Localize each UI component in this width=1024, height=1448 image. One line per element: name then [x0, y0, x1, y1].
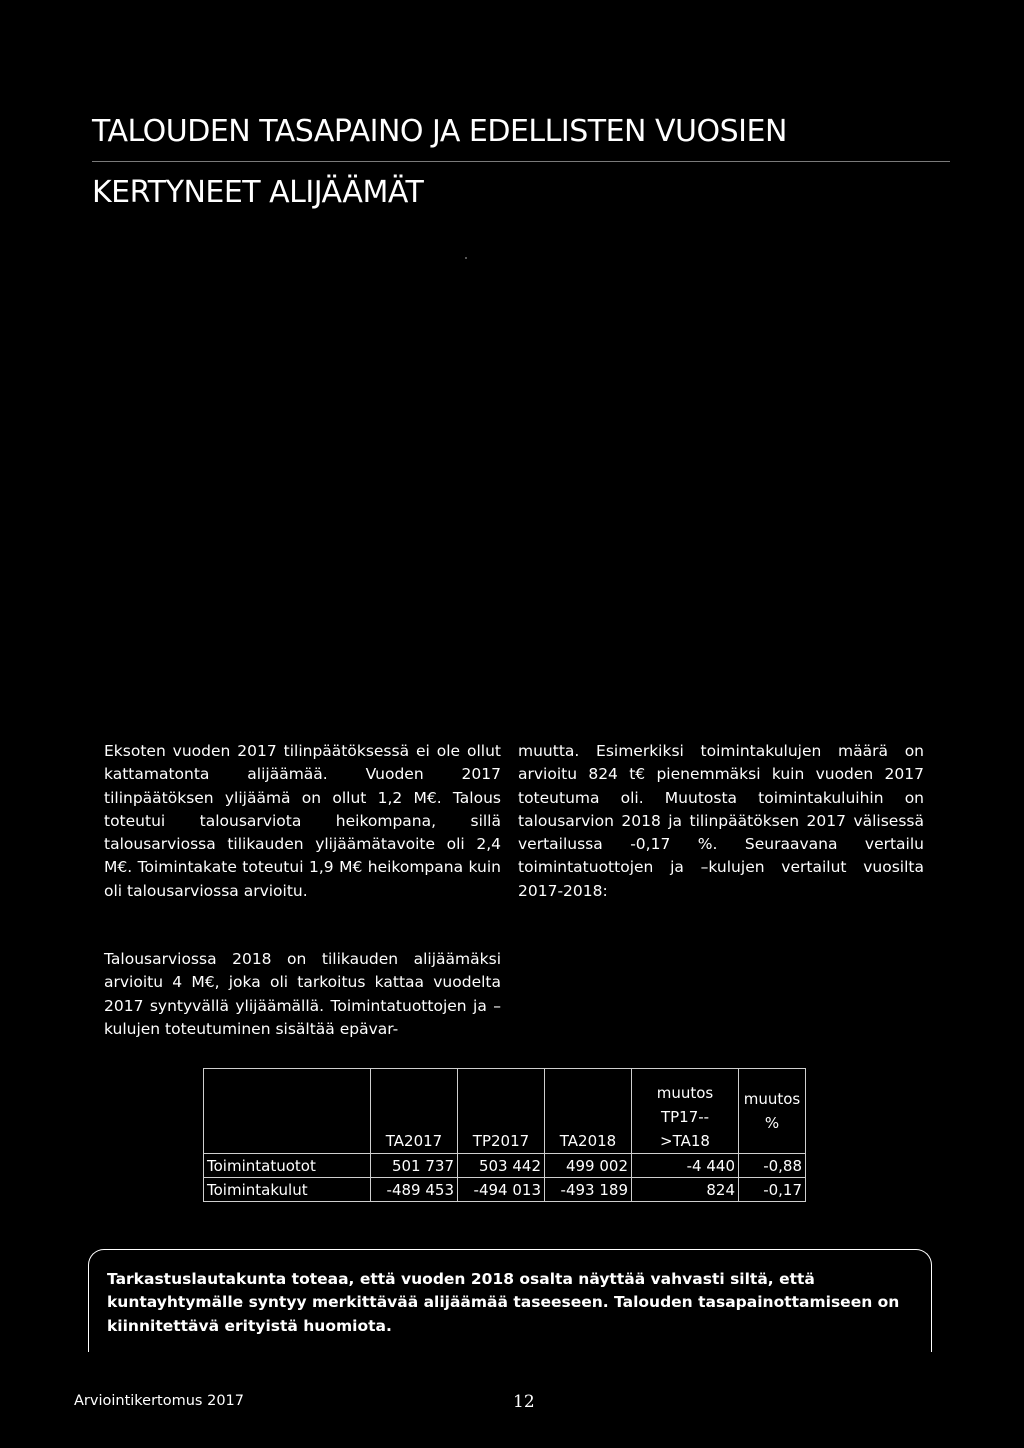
page-number: 12 [513, 1392, 535, 1412]
table-header-cell: TP2017 [458, 1069, 545, 1154]
table-cell: Toimintakulut [204, 1178, 371, 1202]
conclusion-text: Tarkastuslautakunta toteaa, että vuoden 2018 osalta näyttää vahvasti siltä, että kuntayhtymälle syntyy merkittävää alijäämää taseeseen. Talouden tasapainottamiseen on kiinnitettävä erityistä huomiota. [107, 1270, 900, 1335]
paragraph-text: Talousarviossa 2018 on tilikauden alijäämäksi arvioitu 4 M€, joka oli tarkoitus kattaa vuodelta 2017 syntyvällä ylijäämällä. Toimintatuottojen ja –kulujen toteutuminen sisältää epävar- [104, 950, 501, 1038]
left-column-paragraph-2 [104, 948, 501, 1041]
table-row [204, 1178, 806, 1202]
table-cell: -4 440 [632, 1154, 739, 1178]
table-cell: -0,17 [739, 1178, 806, 1202]
table-header-cell [204, 1069, 371, 1154]
page-title-line-2: KERTYNEET ALIJÄÄMÄT [92, 175, 424, 210]
table-cell: -0,88 [739, 1154, 806, 1178]
right-column-paragraph [518, 740, 924, 903]
left-column-paragraph-1 [104, 740, 501, 903]
table-cell: 824 [632, 1178, 739, 1202]
table-header-cell: TA2018 [545, 1069, 632, 1154]
table-cell: -494 013 [458, 1178, 545, 1202]
table-cell: 499 002 [545, 1154, 632, 1178]
stray-mark [465, 257, 467, 259]
table-header-row [204, 1069, 806, 1154]
table-header-cell: TA2017 [371, 1069, 458, 1154]
table-cell: -493 189 [545, 1178, 632, 1202]
table-header-cell: muutos % [739, 1069, 806, 1154]
table-row [204, 1154, 806, 1178]
footer-document-name: Arviointikertomus 2017 [74, 1393, 244, 1409]
table-cell: -489 453 [371, 1178, 458, 1202]
table-cell: Toimintatuotot [204, 1154, 371, 1178]
paragraph-text: Eksoten vuoden 2017 tilinpäätöksessä ei ole ollut kattamatonta alijäämää. Vuoden 2017 tilinpäätöksen ylijäämä on ollut 1,2 M€. Talous toteutui talousarviota heikompana, sillä talousarviossa tilikauden ylijäämätavoite oli 2,4 M€. Toimintakate toteutui 1,9 M€ heikompana kuin oli talousarviossa arvioitu. [104, 742, 501, 900]
table-cell: 503 442 [458, 1154, 545, 1178]
table-header-cell: muutos TP17-- >TA18 [632, 1069, 739, 1154]
paragraph-text: muutta. Esimerkiksi toimintakulujen määrä on arvioitu 824 t€ pienemmäksi kuin vuoden 2017 toteutuma oli. Muutosta toimintakuluihin on talousarvion 2018 ja tilinpäätöksen 2017 välisessä vertailussa -0,17 %. Seuraavana vertailu toimintatuottojen ja –kulujen vertailut vuosilta 2017-2018: [518, 742, 924, 900]
table-cell: 501 737 [371, 1154, 458, 1178]
title-divider [92, 161, 950, 162]
comparison-table [203, 1068, 806, 1202]
page-title-line-1: TALOUDEN TASAPAINO JA EDELLISTEN VUOSIEN [92, 114, 787, 149]
